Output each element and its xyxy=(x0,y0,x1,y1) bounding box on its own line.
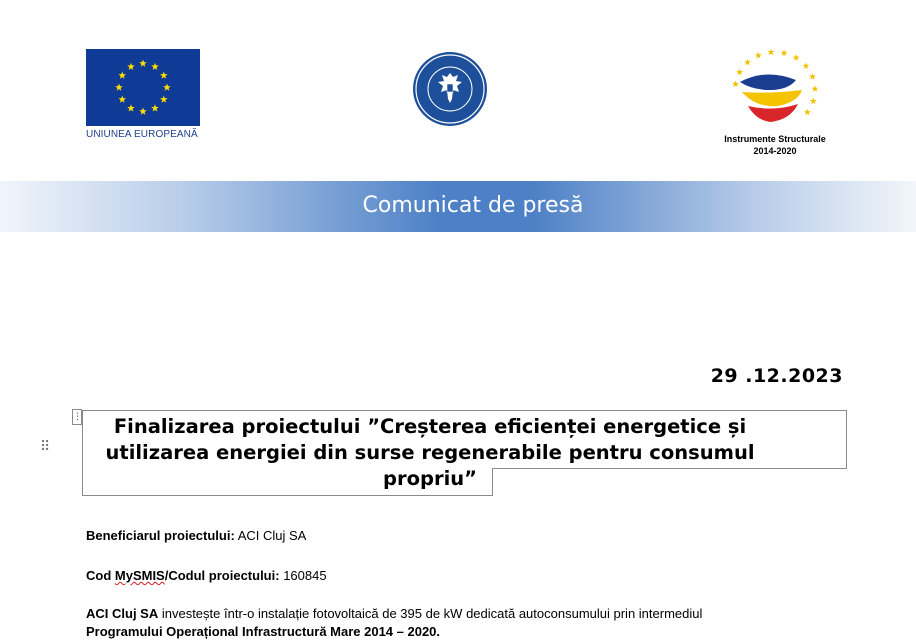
eu-star-icon xyxy=(151,63,159,70)
is-star-icon xyxy=(744,59,751,66)
is-star-icon xyxy=(803,62,810,69)
eu-flag-logo xyxy=(86,49,200,126)
is-label-line1: Instrumente Structurale xyxy=(724,134,826,144)
eu-star-icon xyxy=(163,84,171,91)
is-star-icon xyxy=(812,85,819,92)
project-code-paragraph xyxy=(86,568,327,583)
eu-star-icon xyxy=(139,108,147,115)
beneficiary-value: ACI Cluj SA xyxy=(237,528,307,543)
headline-line1: Finalizarea proiectului ”Creșterea eficienței energetice și xyxy=(113,415,747,438)
eu-star-icon xyxy=(127,63,135,70)
instrumente-structurale-logo xyxy=(726,46,824,130)
banner-title: Comunicat de presă xyxy=(362,193,584,218)
aci-text: investește într-o instalație fotovoltaică de 395 de kW dedicată autoconsumului prin intermediul xyxy=(158,606,703,621)
release-date: 29 .12.2023 xyxy=(710,365,843,387)
headline[interactable] xyxy=(100,414,760,492)
instrumente-structurale-label xyxy=(700,133,850,157)
eu-star-icon xyxy=(160,96,168,103)
eu-star-icon xyxy=(160,72,168,79)
frame-anchor-icon[interactable]: ⋮ xyxy=(72,409,82,425)
eu-star-icon xyxy=(118,96,126,103)
code-label-post: /Codul proiectului: xyxy=(164,568,280,583)
eu-star-icon xyxy=(118,72,126,79)
is-star-icon xyxy=(732,80,739,87)
headline-line3: propriu” xyxy=(383,467,477,490)
is-star-icon xyxy=(768,49,775,56)
drag-handle-icon[interactable]: ⠿ xyxy=(40,439,50,455)
beneficiary-paragraph xyxy=(86,528,306,543)
beneficiary-label: Beneficiarul proiectului: xyxy=(86,528,235,543)
is-star-icon xyxy=(809,73,816,80)
headline-line2: utilizarea energiei din surse regenerabile pentru consumul xyxy=(105,441,755,464)
eu-star-icon xyxy=(139,60,147,67)
is-star-icon xyxy=(755,52,762,59)
code-label-mysmis: MySMIS xyxy=(114,568,165,583)
aci-program: Programului Operațional Infrastructură Mare 2014 – 2020. xyxy=(86,624,441,639)
eu-star-icon xyxy=(127,104,135,111)
is-star-icon xyxy=(736,69,743,76)
eu-stars-icon xyxy=(86,49,200,126)
code-value: 160845 xyxy=(283,568,327,583)
is-star-icon xyxy=(810,98,817,105)
eu-star-icon xyxy=(151,104,159,111)
code-label-pre: Cod xyxy=(86,568,115,583)
is-star-icon xyxy=(804,109,811,116)
aci-paragraph xyxy=(86,605,844,641)
is-label-line2: 2014-2020 xyxy=(753,146,797,156)
is-star-icon xyxy=(781,49,788,56)
government-seal-logo xyxy=(412,51,488,127)
is-star-icon xyxy=(793,54,800,61)
eu-label: UNIUNEA EUROPEANĂ xyxy=(86,129,198,140)
aci-company: ACI Cluj SA xyxy=(86,606,159,621)
eu-star-icon xyxy=(115,84,123,91)
